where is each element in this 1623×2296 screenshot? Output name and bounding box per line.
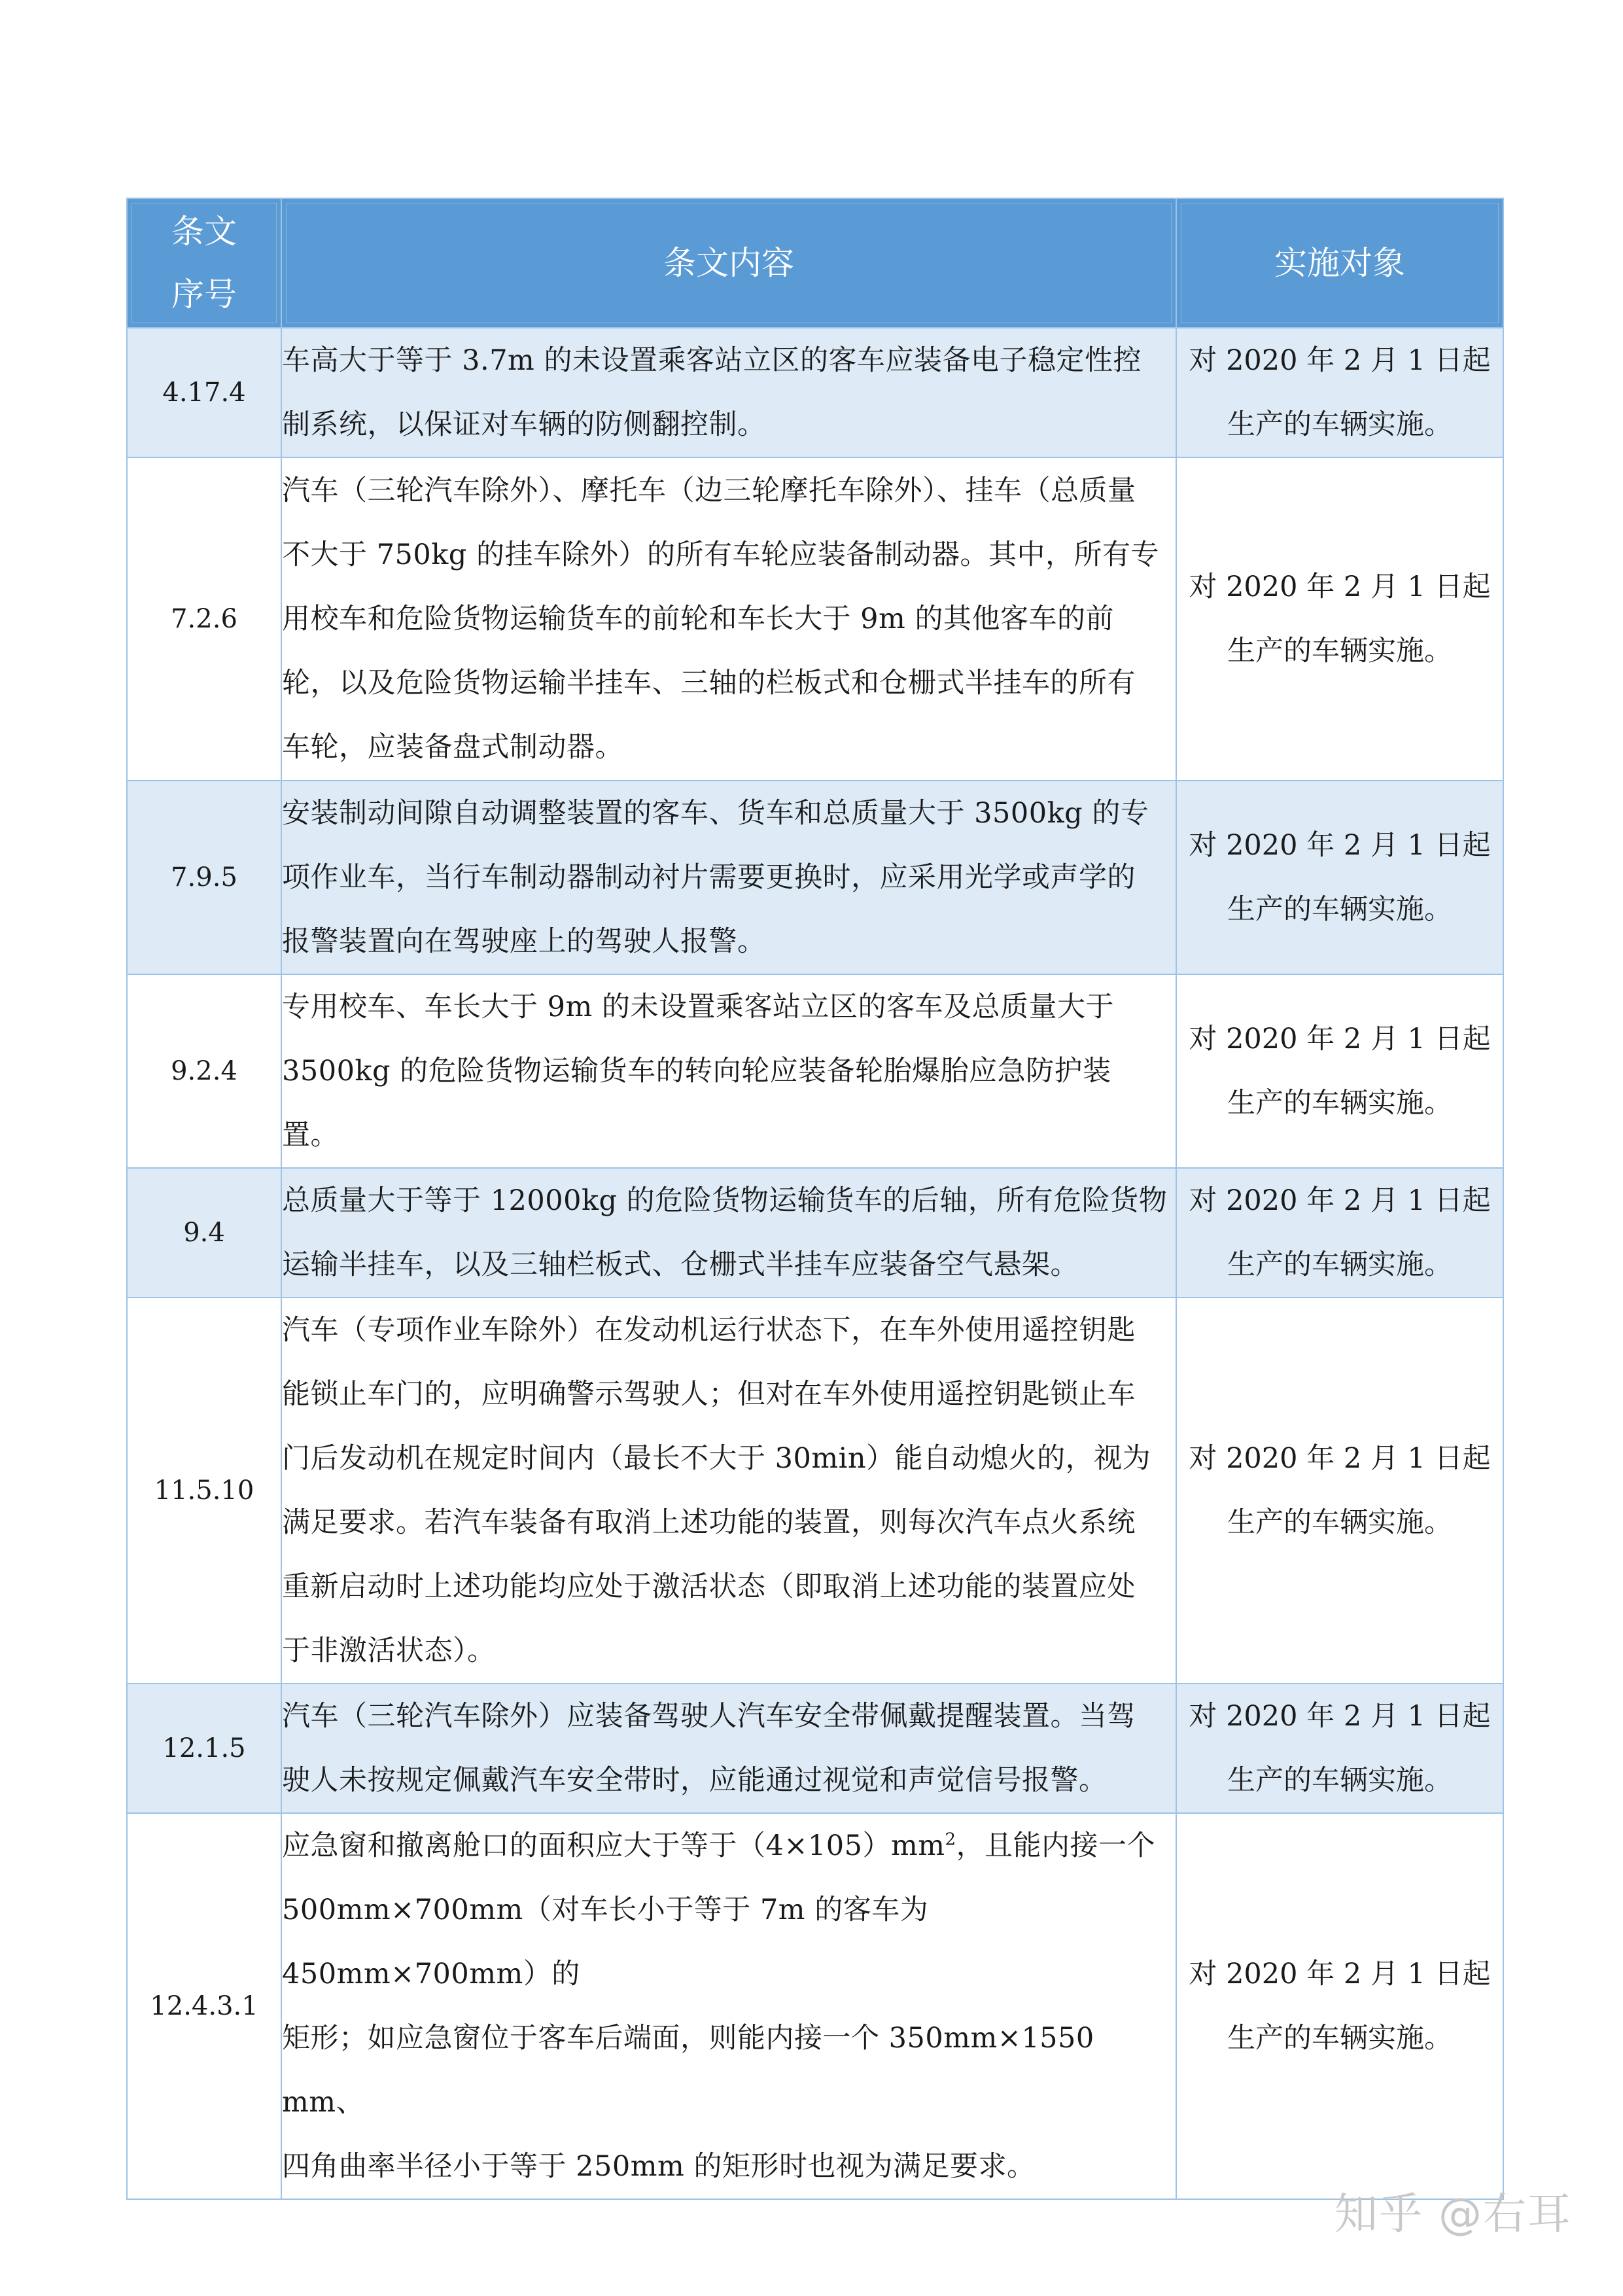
implementation-target [1176, 457, 1503, 781]
target-line-1: 对 2020 年 2 月 1 日起 [1189, 1184, 1491, 1217]
content-line-text: 应急窗和撤离舱口的面积应大于等于（4×105）mm [282, 1829, 945, 1862]
content-line: 汽车（专项作业车除外）在发动机运行状态下，在车外使用遥控钥匙 [282, 1314, 1136, 1347]
target-line-2: 生产的车辆实施。 [1227, 1087, 1452, 1120]
content-line: 满足要求。若汽车装备有取消上述功能的装置，则每次汽车点火系统 [282, 1506, 1136, 1539]
implementation-target [1176, 1298, 1503, 1684]
content-line: 四角曲率半径小于等于 250mm 的矩形时也视为满足要求。 [282, 2150, 1036, 2183]
regulation-table [126, 198, 1504, 2200]
content-line: 置。 [282, 1119, 339, 1152]
header-clause-content [281, 198, 1176, 328]
content-line: 汽车（三轮汽车除外）、摩托车（边三轮摩托车除外）、挂车（总质量 [282, 474, 1136, 507]
content-line: 安装制动间隙自动调整装置的客车、货车和总质量大于 3500kg 的专 [282, 797, 1149, 830]
implementation-target [1176, 1168, 1503, 1298]
content-line: 驶人未按规定佩戴汽车安全带时，应能通过视觉和声觉信号报警。 [282, 1764, 1108, 1797]
superscript: 2 [945, 1829, 956, 1850]
content-line: 重新启动时上述功能均应处于激活状态（即取消上述功能的装置应处 [282, 1570, 1136, 1603]
target-line-2: 生产的车辆实施。 [1227, 1248, 1452, 1281]
clause-number: 7.9.5 [127, 781, 281, 974]
target-line-1: 对 2020 年 2 月 1 日起 [1189, 571, 1491, 603]
clause-number: 7.2.6 [127, 457, 281, 781]
content-line: 报警装置向在驾驶座上的驾驶人报警。 [282, 925, 766, 958]
content-line: 车高大于等于 3.7m 的未设置乘客站立区的客车应装备电子稳定性控 [282, 344, 1142, 377]
content-line: 汽车（三轮汽车除外）应装备驾驶人汽车安全带佩戴提醒装置。当驾 [282, 1700, 1136, 1733]
target-line-2: 生产的车辆实施。 [1227, 635, 1452, 667]
table-row [127, 1813, 1503, 2199]
content-line: 专用校车、车长大于 9m 的未设置乘客站立区的客车及总质量大于 [282, 991, 1114, 1023]
clause-content [281, 328, 1176, 457]
table-row [127, 1168, 1503, 1298]
header-target [1176, 198, 1503, 328]
target-line-2: 生产的车辆实施。 [1227, 1764, 1452, 1797]
clause-content [281, 1298, 1176, 1684]
content-line [282, 1814, 1176, 1878]
clause-number: 12.1.5 [127, 1684, 281, 1813]
target-line-1: 对 2020 年 2 月 1 日起 [1189, 344, 1491, 377]
content-line: 500mm×700mm（对车长小于等于 7m 的客车为 450mm×700mm）的 [282, 1894, 929, 1990]
content-line: 总质量大于等于 12000kg 的危险货物运输货车的后轴，所有危险货物 [282, 1184, 1168, 1217]
table-row [127, 974, 1503, 1168]
clause-content [281, 974, 1176, 1168]
content-line: 制系统，以保证对车辆的防侧翻控制。 [282, 408, 766, 441]
implementation-target [1176, 1684, 1503, 1813]
content-line: 矩形；如应急窗位于客车后端面，则能内接一个 350mm×1550 mm、 [282, 2022, 1094, 2119]
content-line-tail: ，且能内接一个 [956, 1829, 1156, 1862]
target-line-1: 对 2020 年 2 月 1 日起 [1189, 1023, 1491, 1055]
clause-number: 12.4.3.1 [127, 1813, 281, 2199]
content-line: 用校车和危险货物运输货车的前轮和车长大于 9m 的其他客车的前 [282, 603, 1114, 635]
content-line: 于非激活状态）。 [282, 1634, 496, 1667]
watermark: 知乎 @右耳 [1335, 2189, 1572, 2239]
header-clause-number [127, 198, 281, 328]
clause-content [281, 781, 1176, 974]
content-line: 轮，以及危险货物运输半挂车、三轴的栏板式和仓栅式半挂车的所有 [282, 667, 1136, 699]
content-line: 能锁止车门的，应明确警示驾驶人；但对在车外使用遥控钥匙锁止车 [282, 1378, 1136, 1411]
header-clause-number-line1: 条文 [171, 213, 237, 251]
content-line: 项作业车，当行车制动器制动衬片需要更换时，应采用光学或声学的 [282, 861, 1136, 894]
target-line-2: 生产的车辆实施。 [1227, 893, 1452, 926]
clause-number: 9.4 [127, 1168, 281, 1298]
clause-number: 11.5.10 [127, 1298, 281, 1684]
content-line: 3500kg 的危险货物运输货车的转向轮应装备轮胎爆胎应急防护装 [282, 1055, 1111, 1087]
clause-content [281, 457, 1176, 781]
target-line-1: 对 2020 年 2 月 1 日起 [1189, 1700, 1491, 1733]
target-line-1: 对 2020 年 2 月 1 日起 [1189, 829, 1491, 862]
target-line-1: 对 2020 年 2 月 1 日起 [1189, 1958, 1491, 1990]
table-row [127, 328, 1503, 457]
header-target-label: 实施对象 [1274, 244, 1405, 282]
table-header-row [127, 198, 1503, 328]
table-row [127, 1298, 1503, 1684]
clause-number: 9.2.4 [127, 974, 281, 1168]
header-clause-content-label: 条文内容 [663, 244, 794, 282]
implementation-target [1176, 1813, 1503, 2199]
content-line: 车轮，应装备盘式制动器。 [282, 731, 623, 764]
header-clause-number-line2: 序号 [171, 275, 237, 313]
clause-number: 4.17.4 [127, 328, 281, 457]
clause-content [281, 1684, 1176, 1813]
table-row [127, 457, 1503, 781]
implementation-target [1176, 974, 1503, 1168]
target-line-1: 对 2020 年 2 月 1 日起 [1189, 1442, 1491, 1475]
table-row [127, 1684, 1503, 1813]
target-line-2: 生产的车辆实施。 [1227, 2022, 1452, 2055]
target-line-2: 生产的车辆实施。 [1227, 408, 1452, 441]
content-line: 不大于 750kg 的挂车除外）的所有车轮应装备制动器。其中，所有专 [282, 539, 1159, 571]
target-line-2: 生产的车辆实施。 [1227, 1506, 1452, 1539]
implementation-target [1176, 328, 1503, 457]
implementation-target [1176, 781, 1503, 974]
content-line: 门后发动机在规定时间内（最长不大于 30min）能自动熄火的，视为 [282, 1442, 1151, 1475]
table-row [127, 781, 1503, 974]
clause-content [281, 1813, 1176, 2199]
clause-content [281, 1168, 1176, 1298]
content-line: 运输半挂车，以及三轴栏板式、仓栅式半挂车应装备空气悬架。 [282, 1248, 1079, 1281]
